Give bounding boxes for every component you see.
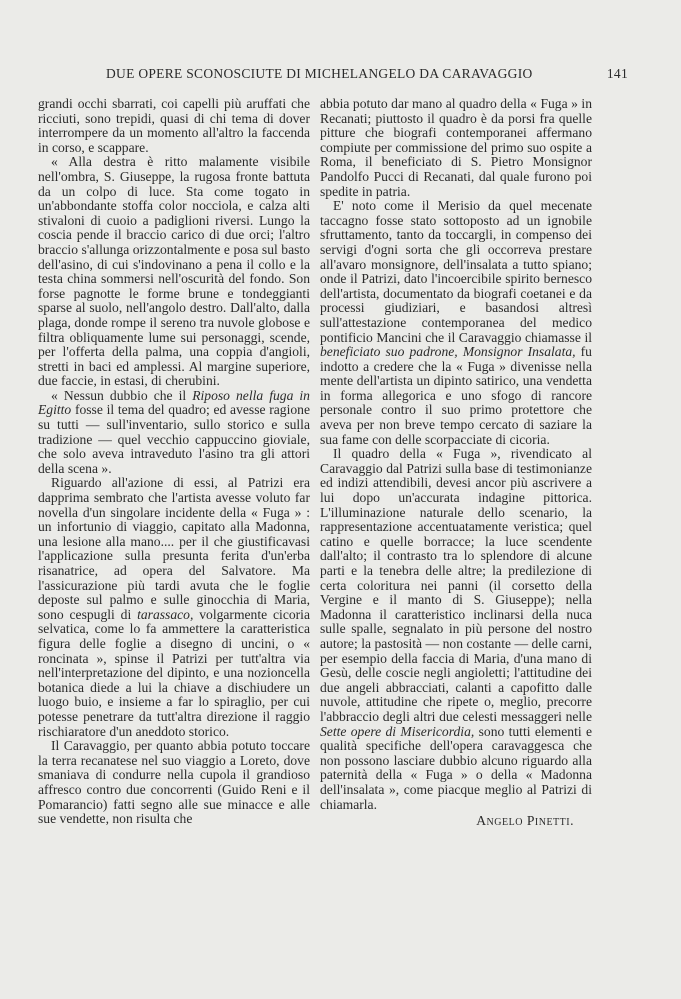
text-run: Il quadro della « Fuga », rivendicato al Caravaggio dal Patrizi sulla base di testimonianze ed indizi attendibili, devesi ancor più ascrivere a lui dopo un'accurata indagine pittorica. L'illuminazione naturale dello scenario, la rappresentazione accentuatamente veristica; quel catino e quelle borracce; la luce scendente dall'alto; il contrasto tra lo splendore di alcune parti e la tenebra delle altre; la predilezione di certa coloritura nei panni (il corsetto della Vergine e il manto di S. Giuseppe); nella Madonna il caratteristico inclinarsi della nuca sulle spalle, segnalato in più persone del nostro autore; la pastosità — non costante — delle carni, per esempio della faccia di Maria, d'una mano di Gesù, delle coscie negli angioletti; l'attitudine dei due angeli abbracciati, calanti a capofitto dalle nuvole, attitudine che ripete o, meglio, precorre l'abbraccio degli altri due celesti messaggeri nelle bbox=[320, 446, 592, 724]
paragraph bbox=[320, 447, 592, 812]
page-number: 141 bbox=[606, 66, 628, 81]
text-run: fosse il tema del quadro; ed avesse ragione su tutti — sull'inventario, sullo storico e sulla tradizione — quel vecchio cappuccino gioviale, che solo aveva intraveduto l'asino tra gli attori della scena ». bbox=[38, 402, 310, 476]
text-run: Riguardo all'azione di essi, al Patrizi era dapprima sembrato che l'artista avesse voluto far novella d'un singolare incidente della « Fuga » : un infortunio di viaggio, capitato alla Madonna, una lesione alla mano.... per il che giustificavasi l'applicazione sulla presunta ferita d'un'erba risanatrice, ad opera del Salvatore. Ma l'assicurazione più tardi avuta che le foglie deposte sul palmo e sulle ginocchia di Maria, sono cespugli di bbox=[38, 475, 310, 622]
text-run: E' noto come il Merisio da quel mecenate taccagno fosse stato sottoposto ad un ignobile sfruttamento, tanto da toccargli, in compenso dei servigi d'ogni sorta che gli occorreva prestare all'avaro monsignore, dell'insalata a tutto spiano; onde il Patrizi, dato l'incoercibile spirito bernesco dell'artista, documentato da biografi coetanei e da processi giudiziari, e basandosi altresì sull'attestazione contemporanea del medico pontificio Mancini che il Caravaggio chiamasse il bbox=[320, 198, 592, 345]
paragraph: grandi occhi sbarrati, coi capelli più aruffati che ricciuti, sono trepidi, quasi di chi tema di dover interrompere da un momento all'altro la faccenda in corso, e scappare. bbox=[38, 96, 310, 155]
text-run: volgarmente cicoria selvatica, come lo fa ammettere la caratteristica figura delle foglie a disegno di uncini, o « roncinata », spinse il Patrizi per tutt'altra via nell'interpretazione del dipinto, e una nozioncella botanica diede a lui la chiave a dischiudere un luogo buio, e insieme a far lo spiraglio, per cui potesse penetrare da tutt'altra direzione il raggio rischiaratore d'un aneddoto storico. bbox=[38, 606, 310, 739]
artwork-title: Riposo nella fuga in Egitto bbox=[38, 387, 310, 418]
left-column bbox=[38, 97, 310, 827]
text-run: fu indotto a credere che la « Fuga » divenisse nella mente dell'artista un dipinto satirico, una vendetta in forma allegorica e uno sfogo di rancore personale contro il suo primo protettore che aveva per non breve tempo cercato di saziare la sua fame con delle scorpacciate di cicoria. bbox=[320, 344, 592, 447]
text-run: « Nessun dubbio che il bbox=[51, 387, 193, 403]
paragraph bbox=[320, 199, 592, 447]
italic-term: tarassaco, bbox=[137, 606, 194, 622]
paragraph bbox=[38, 389, 310, 477]
artwork-title: Sette opere di Misericordia, bbox=[320, 723, 475, 739]
text-run: sono tutti elementi e qualità specifiche dell'opera caravaggesca che non possono lasciare dubbio alcuno riguardo alla paternità della « Fuga » o della « Madonna dell'insalata », come piacque meglio al Patrizi di chiamarla. bbox=[320, 723, 592, 812]
italic-term: beneficiato suo padrone, Monsignor Insalata, bbox=[320, 344, 576, 360]
paragraph bbox=[38, 476, 310, 739]
paragraph: Il Caravaggio, per quanto abbia potuto toccare la terra recanatese nel suo viaggio a Loreto, dove smaniava di condurre nella cupola il grandioso affresco contro due concorrenti (Guido Reni e il Pomarancio) fatti segno alle sue minacce e alle sue vendette, non risulta che bbox=[38, 738, 310, 827]
running-title: DUE OPERE SCONOSCIUTE DI MICHELANGELO DA CARAVAGGIO bbox=[106, 66, 533, 81]
page-header bbox=[38, 66, 640, 84]
author-signature: Angelo Pinetti. bbox=[476, 813, 574, 829]
paragraph: « Alla destra è ritto malamente visibile nell'ombra, S. Giuseppe, la rugosa fronte battuta da un colpo di luce. Sta come togato in un'abbondante stoffa color nocciola, e calza alti stivaloni di cuoio a padiglioni riversi. Lungo la coscia pende il braccio carico di due orci; l'altro braccio s'allunga orizzontalmente e posa sul basto dell'asino, di cui s'indovinano a pena il collo e la testa china sommersi nell'oscurità del fondo. Son forse pagnotte le forme brune e tondeggianti sparse al suolo, nell'angolo destro. Dall'alto, dalla plaga, donde rompe il sereno tra nuvole globose e filtra obliquamente lume sui personaggi, scende, per l'offerta della palma, una coppia d'angioli, stretti in baci ed amplessi. Al margine superiore, due faccie, in estasi, di cherubini. bbox=[38, 154, 310, 389]
paragraph: abbia potuto dar mano al quadro della « Fuga » in Recanati; piuttosto il quadro è da porsi fra quelle pitture che biografi contemporanei affermano compiute per commissione del primo suo ospite a Roma, il beneficiato di S. Pietro Monsignor Pandolfo Pucci di Recanati, dal quale furono poi spedite in patria. bbox=[320, 96, 592, 199]
right-column bbox=[320, 97, 592, 829]
